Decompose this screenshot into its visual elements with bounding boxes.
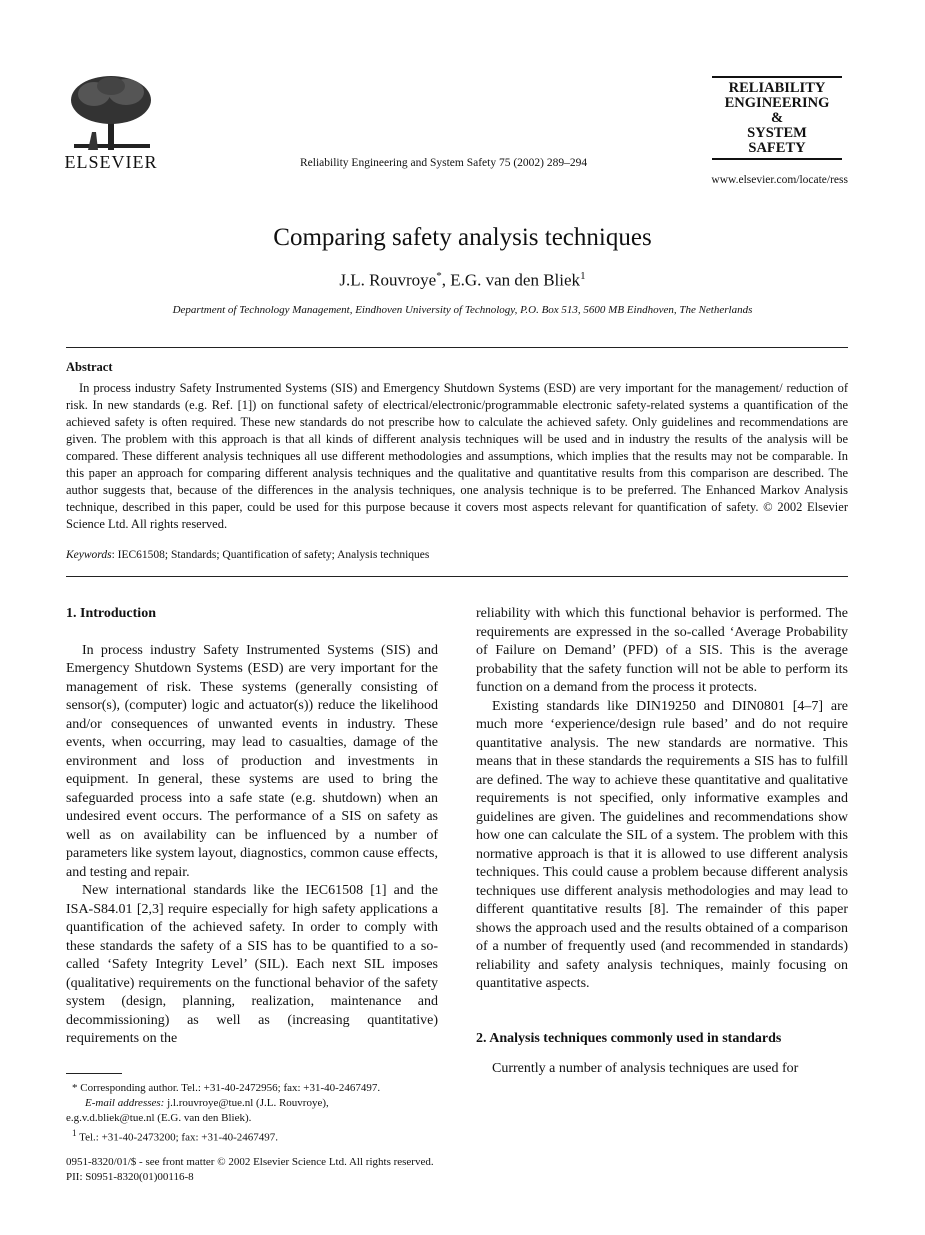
journal-logo — [712, 76, 847, 160]
tree-logo-icon — [68, 74, 154, 150]
paragraph: Currently a number of analysis techniques are used for — [492, 1061, 799, 1076]
column-left — [66, 605, 438, 1049]
footnote-mark: 1 — [72, 1128, 77, 1138]
paragraph: reliability with which this functional behavior is performed. The requirements are expressed in the so-called ‘Average Probability of Failure on Demand’ (PFD) of a SIS. This is the average probability that the safety function will not be able to perform its function on a demand from the process it protects. — [476, 606, 848, 695]
author-2: , E.G. van den Bliek — [441, 270, 581, 290]
journal-logo-rule-bottom — [712, 158, 842, 160]
footnote-rule — [66, 1073, 122, 1074]
journal-logo-line: & — [770, 110, 784, 126]
author-list — [0, 270, 925, 291]
journal-reference: Reliability Engineering and System Safety 75 (2002) 289–294 — [300, 157, 588, 169]
email-address[interactable]: j.l.rouvroye@tue.nl (J.L. Rouvroye), — [164, 1097, 329, 1109]
article-title: Comparing safety analysis techniques — [273, 224, 652, 251]
journal-logo-line: ENGINEERING — [724, 95, 830, 111]
publisher-name: ELSEVIER — [64, 152, 158, 172]
journal-logo-line: SAFETY — [748, 140, 806, 156]
elsevier-logo — [62, 74, 160, 174]
keywords-label: Keywords — [66, 549, 112, 561]
section-heading-introduction: 1. Introduction — [66, 606, 156, 621]
column-right — [476, 605, 848, 1079]
paragraph: In process industry Safety Instrumented Systems (SIS) and Emergency Shutdown Systems (ESD) are very important for the management of risk. These systems (generally consisting of sensor(s), (computer) logic and actuator(s)) reduce the likelihood and/or consequences of unwanted events in industry. These events, when occurring, may lead to casualties, damage of the environment and loss of production and investments in equipment. In general, these systems are used to bring the safeguarded process into a safe state (e.g. shutdown) when an undesired event occurs. The performance of a SIS on safety as well as on availability can be influenced by a number of parameters like system layout, diagnostics, common cause effects, and testing and repair. — [66, 642, 438, 880]
author-1: J.L. Rouvroye — [339, 270, 437, 290]
corresponding-author-mark: * — [436, 270, 442, 282]
affiliation: Department of Technology Management, Eindhoven University of Technology, P.O. Box 513, 5600 MB Eindhoven, The Netherlands — [172, 304, 753, 316]
footnote-corresponding: * Corresponding author. Tel.: +31-40-2472956; fax: +31-40-2467497. — [72, 1082, 381, 1094]
footnote-phone: Tel.: +31-40-2473200; fax: +31-40-2467497. — [76, 1131, 279, 1144]
abstract-text: In process industry Safety Instrumented Systems (SIS) and Emergency Shutdown Systems (ESD) are very important for the management/ reduction of risk. In new standards (e.g. Ref. [1]) on functional safety of electrical/electronic/programmable electronic safety-related systems a quantification of the achieved safety is often required. These new standards do not prescribe how to calculate the achieved safety. Only guidelines and recommendations are given. The problem with this approach is that all kinds of different analysis techniques will be used and in industry the results of the analysis will be compared. These different analysis techniques all use different methodologies and assumptions, which implies that the results may not be comparable. In this paper an approach for comparing different analysis techniques and the qualitative and quantitative results from this comparison are described. The author suggests that, because of the differences in the analysis techniques, one analysis technique is to be preferred. The Enhanced Markov Analysis technique, described in this paper, could be used for this purpose because it covers most aspects relevant for quantification of safety. © 2002 Elsevier Science Ltd. All rights reserved. — [66, 381, 848, 531]
paragraph: Existing standards like DIN19250 and DIN0801 [4–7] are much more ‘experience/design rule based’ and do not require quantitative analysis. The new standards are normative. This means that in these standards the requirements a SIS has to fulfill are defined. The way to achieve these quantitative and qualitative requirements is not specified, only informative examples and guidelines are given. The guidelines and recommendations show how one can calculate the SIL of a system. The problem with this normative approach is that it is allowed to use different analysis techniques. This could cause a problem because different analysis techniques use different analysis methodologies and may lead to different quantitative results [8]. The remainder of this paper shows the approach used and the results obtained of a comparison of a number of frequently used (and recommended in standards) reliability and safety analysis techniques, mainly focusing on quantitative aspects. — [476, 698, 848, 991]
pii-line: PII: S0951-8320(01)00116-8 — [66, 1171, 194, 1183]
divider-top — [66, 347, 848, 348]
journal-logo-line: SYSTEM — [747, 125, 807, 141]
keywords-list: : IEC61508; Standards; Quantification of safety; Analysis techniques — [111, 549, 430, 561]
author-footnote-mark: 1 — [580, 270, 586, 282]
email-label: E-mail addresses: — [85, 1097, 165, 1109]
keywords — [66, 549, 848, 561]
abstract-heading: Abstract — [66, 360, 113, 374]
section-heading-analysis-techniques: 2. Analysis techniques commonly used in standards — [476, 1030, 782, 1046]
divider-bottom — [66, 576, 848, 577]
journal-url[interactable]: www.elsevier.com/locate/ress — [711, 174, 848, 186]
paragraph: New international standards like the IEC61508 [1] and the ISA-S84.01 [2,3] require especially for high safety applications a quantification of the achieved safety. In order to comply with these standards the safety of a SIS has to be quantified to a so-called ‘Safety Integrity Level’ (SIL). Each next SIL imposes (qualitative) requirements on the functional behavior of the safety system (design, planning, realization, maintenance and decommissioning) as well as (increasing quantitative) requirements on the — [66, 883, 438, 1046]
email-address[interactable]: e.g.v.d.bliek@tue.nl (E.G. van den Bliek). — [66, 1112, 252, 1124]
footnotes — [66, 1081, 446, 1146]
journal-logo-line: RELIABILITY — [728, 80, 826, 96]
issn-line: 0951-8320/01/$ - see front matter © 2002 Elsevier Science Ltd. All rights reserved. — [66, 1156, 434, 1168]
front-matter — [66, 1155, 434, 1185]
